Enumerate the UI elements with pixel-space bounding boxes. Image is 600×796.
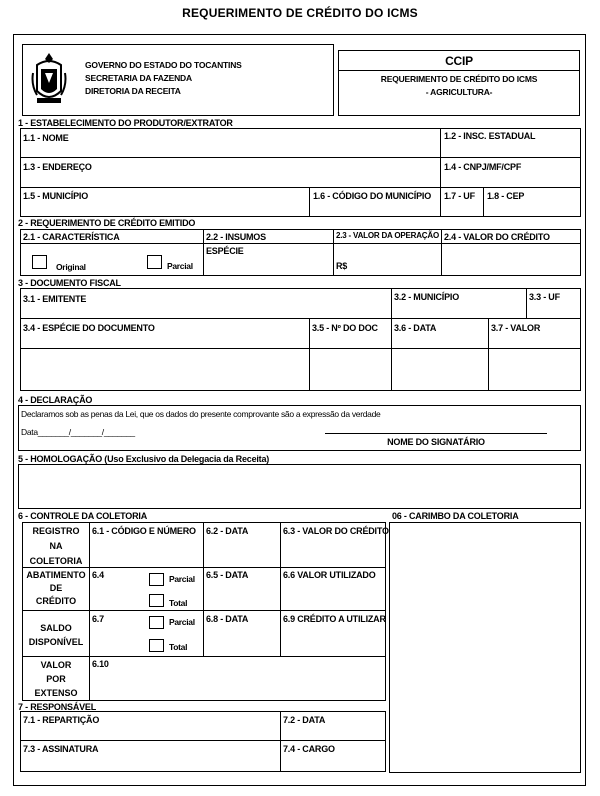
form-frame [13,34,586,786]
saldo-parcial-checkbox[interactable] [149,616,164,629]
section2-title: 2 - REQUERIMENTO DE CRÉDITO EMITIDO [18,218,196,228]
valor-extenso-label: VALOR POR EXTENSO [34,660,78,698]
field-data-65[interactable]: 6.5 - DATA [206,570,249,580]
field-emitente[interactable]: 3.1 - EMITENTE [23,294,87,304]
field-especie-documento[interactable]: 3.4 - ESPÉCIE DO DOCUMENTO [23,323,155,333]
abatimento-total-label: Total [169,598,188,608]
section1-title: 1 - ESTABELECIMENTO DO PRODUTOR/EXTRATOR [18,118,233,128]
field-doc-municipio[interactable]: 3.2 - MUNICÍPIO [394,292,460,302]
section3-title: 3 - DOCUMENTO FISCAL [18,278,121,288]
field-numero-doc[interactable]: 3.5 - Nº DO DOC [312,323,378,333]
field-doc-data[interactable]: 3.6 - DATA [394,323,437,333]
section5-box[interactable] [18,464,581,509]
registro-label: REGISTRO NA COLETORIA [29,526,83,566]
section3-grid [20,288,581,391]
field-valor-operacao: 2.3 - VALOR DA OPERAÇÃO [336,231,439,240]
item-64-label: 6.4 [92,570,104,580]
field-valor-credito-63[interactable]: 6.3 - VALOR DO CRÉDITO [283,526,389,536]
org-name-line1: GOVERNO DO ESTADO DO TOCANTINS [85,60,242,70]
abatimento-label: ABATIMENTO DE CRÉDITO [26,570,86,606]
header-form-box [338,50,580,116]
parcial-checkbox[interactable] [147,255,162,269]
field-nome[interactable]: 1.1 - NOME [23,133,69,143]
field-responsavel-data[interactable]: 7.2 - DATA [283,715,326,725]
org-name-line2: SECRETARIA DA FAZENDA [85,73,192,83]
section7-title: 7 - RESPONSÁVEL [18,702,97,712]
parcial-label: Parcial [167,261,193,271]
original-checkbox[interactable] [32,255,47,269]
field-especie[interactable]: ESPÉCIE [206,246,244,256]
abatimento-parcial-checkbox[interactable] [149,573,164,586]
declaration-date[interactable]: Data_______/_______/_______ [21,427,135,437]
field-insumos: 2.2 - INSUMOS [206,232,266,242]
declaration-text: Declaramos sob as penas da Lei, que os dados do presente comprovante são a expressão da verdade [21,409,381,419]
field-valor-extenso[interactable]: 6.10 [92,659,109,669]
field-codigo-municipio[interactable]: 1.6 - CÓDIGO DO MUNICÍPIO [313,191,432,201]
field-doc-valor[interactable]: 3.7 - VALOR [491,323,541,333]
abatimento-total-checkbox[interactable] [149,594,164,607]
saldo-total-checkbox[interactable] [149,639,164,652]
abatimento-parcial-label: Parcial [169,574,195,584]
section1-grid [20,128,581,217]
field-reparticao[interactable]: 7.1 - REPARTIÇÃO [23,715,100,725]
signatory-label: NOME DO SIGNATÁRIO [387,437,485,447]
field-credito-utilizar[interactable]: 6.9 CRÉDITO A UTILIZAR [283,614,386,624]
carimbo-box[interactable] [389,522,581,773]
section6-title: 6 - CONTROLE DA COLETORIA [18,511,148,521]
saldo-label: SALDO DISPONÍVEL [28,623,84,647]
field-inscricao-estadual[interactable]: 1.2 - INSC. ESTADUAL [444,131,536,141]
saldo-parcial-label: Parcial [169,617,195,627]
field-cnpj[interactable]: 1.4 - CNPJ/MF/CPF [444,162,522,172]
section5-title: 5 - HOMOLOGAÇÃO (Uso Exclusivo da Delegacia da Receita) [18,454,270,464]
form-code: CCIP [445,54,473,68]
currency-label[interactable]: R$ [336,261,348,271]
field-endereco[interactable]: 1.3 - ENDEREÇO [23,162,92,172]
field-cargo[interactable]: 7.4 - CARGO [283,744,335,754]
field-codigo-numero[interactable]: 6.1 - CÓDIGO E NÚMERO [92,526,196,536]
field-uf[interactable]: 1.7 - UF [444,191,475,201]
field-cep[interactable]: 1.8 - CEP [487,191,525,201]
field-caracteristica: 2.1 - CARACTERÍSTICA [23,232,120,242]
field-data-62[interactable]: 6.2 - DATA [206,526,249,536]
section7-grid [20,711,386,772]
item-67-label: 6.7 [92,614,104,624]
field-municipio[interactable]: 1.5 - MUNICÍPIO [23,191,89,201]
header-organization-box [22,44,334,116]
section6-grid [22,522,389,701]
original-label: Original [56,262,86,272]
field-valor-credito[interactable]: 2.4 - VALOR DO CRÉDITO [444,232,550,242]
field-data-68[interactable]: 6.8 - DATA [206,614,249,624]
section4-box [18,405,581,451]
org-name-line3: DIRETORIA DA RECEITA [85,86,181,96]
section2-grid [20,229,581,276]
form-title-line1: REQUERIMENTO DE CRÉDITO DO ICMS [380,74,538,84]
field-doc-uf[interactable]: 3.3 - UF [529,292,560,302]
carimbo-label: 06 - CARIMBO DA COLETORIA [392,511,519,521]
form-title-line2: - AGRICULTURA- [425,87,493,97]
document-title: REQUERIMENTO DE CRÉDITO DO ICMS [182,6,418,20]
saldo-total-label: Total [169,642,188,652]
field-valor-utilizado[interactable]: 6.6 VALOR UTILIZADO [283,570,376,580]
section4-title: 4 - DECLARAÇÃO [18,395,93,405]
coat-of-arms-icon [31,51,67,107]
field-assinatura[interactable]: 7.3 - ASSINATURA [23,744,99,754]
